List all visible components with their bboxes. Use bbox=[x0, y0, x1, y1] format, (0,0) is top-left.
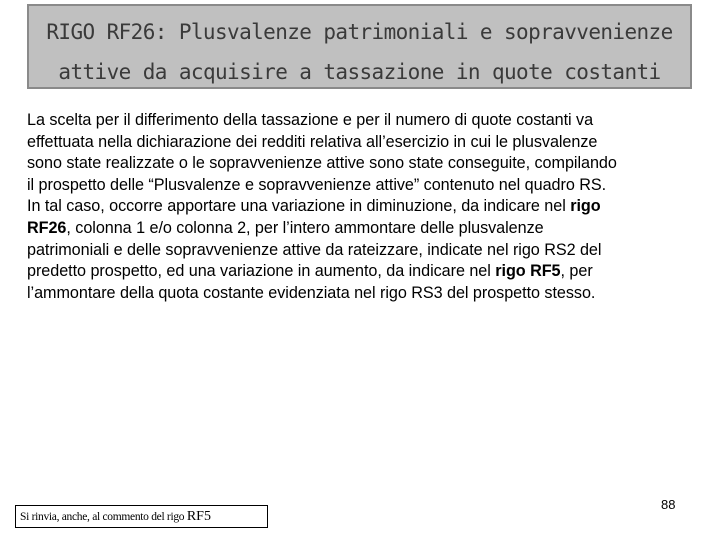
rf26-bold-label: RF26 bbox=[27, 218, 67, 237]
body-line-1: La scelta per il differimento della tassazione e per il numero di quote costanti va bbox=[27, 111, 594, 129]
body-line-3: sono state realizzate o le sopravvenienze attive sono state conseguite, compilando bbox=[27, 154, 617, 173]
rigo-bold-label: rigo bbox=[570, 197, 601, 216]
body-line-8 bbox=[27, 261, 697, 283]
body-line-9: l’ammontare della quota costante evidenziata nel rigo RS3 del prospetto stesso. bbox=[27, 283, 596, 302]
body-line-8-tail: , per bbox=[560, 262, 593, 281]
footnote-reference: RF5 bbox=[186, 509, 211, 524]
footnote-text bbox=[20, 509, 211, 525]
title-banner bbox=[27, 4, 692, 89]
body-line-2: effettuata nella dichiarazione dei redditi relativa all’esercizio in cui le plusvalenze bbox=[27, 132, 598, 151]
rigo-rf5-bold-label: rigo RF5 bbox=[495, 262, 561, 281]
slide-title-line-1: RIGO RF26: Plusvalenze patrimoniali e sopravvenienze bbox=[46, 20, 673, 44]
body-line-5-text: In tal caso, occorre apportare una variazione in diminuzione, da indicare nel bbox=[27, 197, 571, 216]
body-line-6 bbox=[27, 218, 697, 240]
body-line-4: il prospetto delle “Plusvalenze e sopravvenienze attive” contenuto nel quadro RS. bbox=[27, 175, 607, 194]
body-line-8-text: predetto prospetto, ed una variazione in aumento, da indicare nel bbox=[27, 262, 496, 281]
footnote-label: Si rinvia, anche, al commento del rigo bbox=[20, 511, 187, 523]
body-paragraph bbox=[27, 110, 697, 304]
body-line-6-text: , colonna 1 e/o colonna 2, per l’intero ammontare delle plusvalenze bbox=[66, 218, 544, 237]
footnote-box bbox=[15, 505, 268, 528]
body-line-5 bbox=[27, 196, 697, 218]
slide-title-line-2: attive da acquisire a tassazione in quote costanti bbox=[58, 60, 661, 84]
body-line-7: patrimoniali e delle sopravvenienze attive da rateizzare, indicate nel rigo RS2 del bbox=[27, 240, 602, 259]
page-number: 88 bbox=[661, 497, 676, 512]
